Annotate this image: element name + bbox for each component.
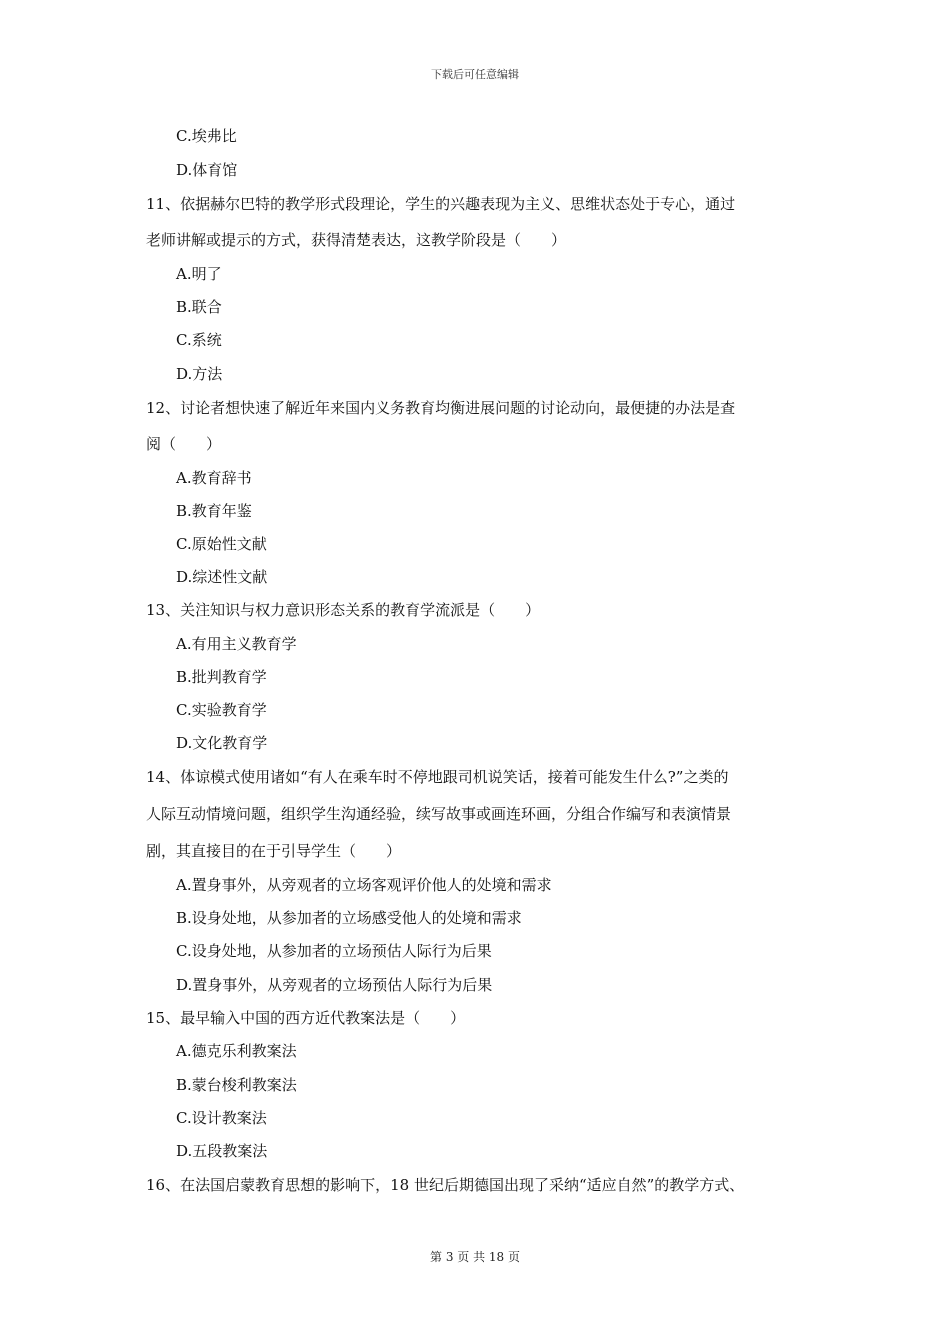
option-line: D.五段教案法 xyxy=(176,1142,268,1160)
page-footer: 第 3 页 共 18 页 xyxy=(430,1250,520,1264)
question-line: 阅（ ） xyxy=(146,435,222,453)
question-line: 16、在法国启蒙教育思想的影响下，18 世纪后期德国出现了采纳“适应自然”的教学方式、 xyxy=(146,1176,745,1194)
option-line: D.方法 xyxy=(176,365,223,383)
option-line: C.设计教案法 xyxy=(176,1109,267,1127)
option-line: C.设身处地，从参加者的立场预估人际行为后果 xyxy=(176,942,492,960)
option-line: B.批判教育学 xyxy=(176,668,267,686)
option-line: D.综述性文献 xyxy=(176,568,268,586)
question-line: 13、关注知识与权力意识形态关系的教育学流派是（ ） xyxy=(146,601,541,619)
option-line: C.系统 xyxy=(176,331,222,349)
option-line: D.体育馆 xyxy=(176,161,238,179)
option-line: B.联合 xyxy=(176,298,222,316)
option-line: A.置身事外，从旁观者的立场客观评价他人的处境和需求 xyxy=(176,876,552,894)
question-line: 人际互动情境问题，组织学生沟通经验，续写故事或画连环画，分组合作编写和表演情景 xyxy=(146,805,732,823)
question-line: 12、讨论者想快速了解近年来国内义务教育均衡进展问题的讨论动向，最便捷的办法是查 xyxy=(146,399,736,417)
option-line: A.明了 xyxy=(176,265,222,283)
question-line: 老师讲解或提示的方式，获得清楚表达，这教学阶段是（ ） xyxy=(146,231,567,249)
option-line: A.德克乐利教案法 xyxy=(176,1042,297,1060)
question-line: 14、体谅模式使用诸如“有人在乘车时不停地跟司机说笑话，接着可能发生什么?”之类的 xyxy=(146,768,729,786)
option-line: C.埃弗比 xyxy=(176,127,237,145)
option-line: D.文化教育学 xyxy=(176,734,268,752)
question-line: 15、最早输入中国的西方近代教案法是（ ） xyxy=(146,1009,466,1027)
option-line: B.教育年鉴 xyxy=(176,502,252,520)
option-line: C.实验教育学 xyxy=(176,701,267,719)
option-line: D.置身事外，从旁观者的立场预估人际行为后果 xyxy=(176,976,493,994)
question-line: 11、依据赫尔巴特的教学形式段理论，学生的兴趣表现为主义、思维状态处于专心，通过 xyxy=(146,195,736,213)
page-header: 下载后可任意编辑 xyxy=(431,68,519,81)
option-line: A.有用主义教育学 xyxy=(176,635,297,653)
option-line: C.原始性文献 xyxy=(176,535,267,553)
option-line: B.设身处地，从参加者的立场感受他人的处境和需求 xyxy=(176,909,522,927)
question-line: 剧，其直接目的在于引导学生（ ） xyxy=(146,842,402,860)
option-line: B.蒙台梭利教案法 xyxy=(176,1076,297,1094)
option-line: A.教育辞书 xyxy=(176,469,252,487)
